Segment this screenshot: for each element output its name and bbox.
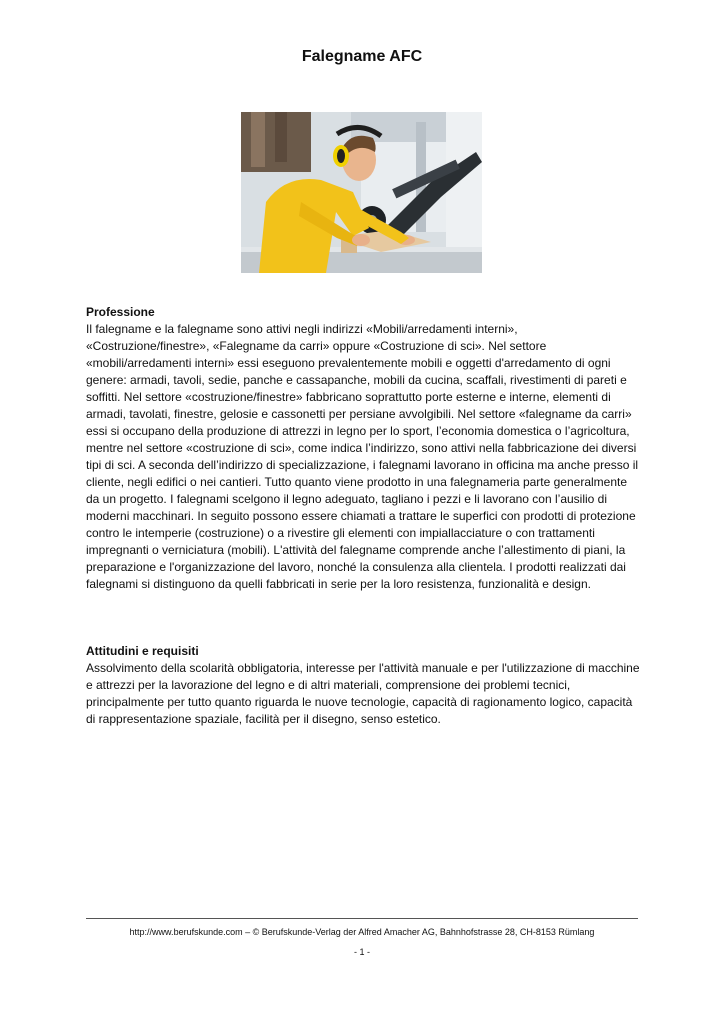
footer-divider: [86, 918, 638, 919]
section-heading: Attitudini e requisiti: [86, 644, 199, 658]
footer-text: http://www.berufskunde.com – © Berufskunde-Verlag der Alfred Amacher AG, Bahnhofstrasse 28, CH-8153 Rümlang: [129, 927, 595, 937]
section-attitudini: [86, 643, 642, 728]
page-number: - 1 -: [353, 947, 370, 957]
page-title: Falegname AFC: [301, 48, 423, 65]
section-heading: Professione: [86, 305, 155, 319]
carpenter-illustration: [241, 112, 482, 273]
section-body: Assolvimento della scolarità obbligatoria, interesse per l'attività manuale e per l'utilizzazione di macchine e attrezzi per la lavorazione del legno e di altri materiali, comprensione dei problemi tecnici, principalmente per tutto quanto riguarda le nuove tecnologie, capacità di ragionamento logico, capacità di rappresentazione spaziale, facilità per il disegno, senso estetico.: [86, 661, 640, 726]
section-body: Il falegname e la falegname sono attivi negli indirizzi «Mobili/arredamenti interni», «Costruzione/finestre», «Falegname da carri» oppure «Costruzione di sci». Nel settore «mobili/arredamenti interni» essi eseguono prevalentemente mobili e oggetti d'arredamento di ogni genere: armadi, tavoli, sedie, panche e cassapanche, mobili da cucina, scaffali, rivestimenti di pareti e soffitti. Nel settore «costruzione/finestre» fabbricano soprattutto porte esterne e interne, elementi di armadi, tavolati, finestre, gelosie e cassonetti per persiane avvolgibili. Nel settore «falegname da carri» essi si occupano della produzione di attrezzi in legno per lo sport, l’economia domestica o l’agricoltura, mentre nel settore «costruzione di sci», come indica l’indirizzo, sono attivi nella fabbricazione dei diversi tipi di sci. A seconda dell’indirizzo di specializzazione, i falegnami lavorano in officina ma anche presso il cliente, negli edifici o nei cantieri. Tutto quanto viene prodotto in una falegnameria parte generalmente da un progetto. I falegnami scelgono il legno adeguato, tagliano i pezzi e li lavorano con l’ausilio di moderni macchinari. In seguito possono essere chiamati a trattare le superfici con prodotti di protezione contro le intemperie (costruzione) o a rivestire gli elementi con impiallacciature o con trattamenti impregnanti o verniciatura (mobili). L'attività del falegname comprende anche l’allestimento di piani, la preparazione e l'organizzazione del lavoro, nonché la consulenza alla clientela. I prodotti realizzati dai falegnami si distinguono da quelli fabbricati in serie per la loro resistenza, funzionalità e design.: [86, 322, 639, 591]
section-professione: [86, 304, 642, 593]
carpenter-photo: [241, 112, 482, 273]
